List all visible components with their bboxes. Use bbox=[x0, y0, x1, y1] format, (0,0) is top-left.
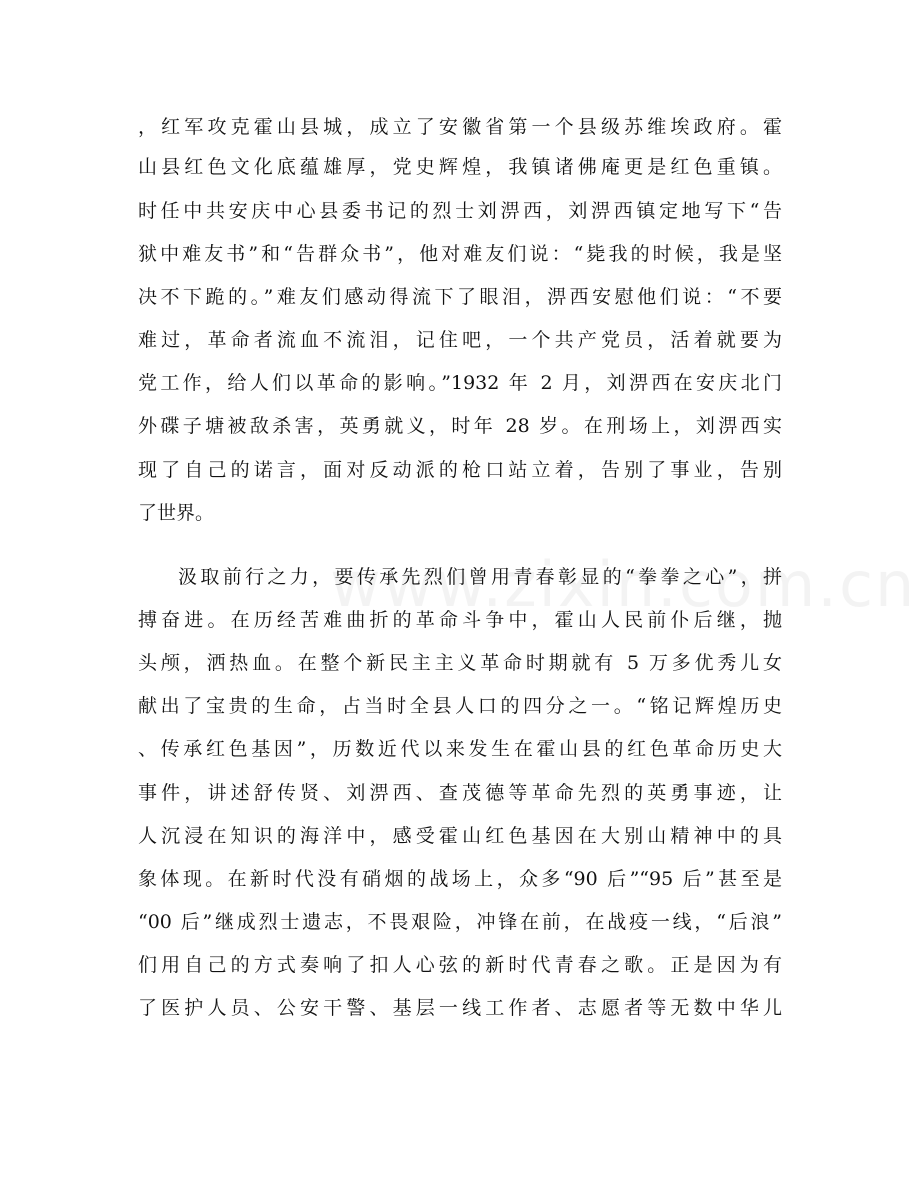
paragraph-line: 狱中难友书”和“告群众书”，他对难友们说：“毙我的时候，我是坚 bbox=[138, 243, 782, 265]
paragraph-line: 人沉浸在知识的海洋中，感受霍山红色基因在大别山精神中的具 bbox=[138, 825, 782, 847]
paragraph-line: 山县红色文化底蕴雄厚，党史辉煌，我镇诸佛庵更是红色重镇。 bbox=[138, 156, 782, 178]
paragraph-line: 、传承红色基因”，历数近代以来发生在霍山县的红色革命历史大 bbox=[138, 738, 782, 760]
paragraph-line: “00 后”继成烈士遗志，不畏艰险，冲锋在前，在战疫一线，“后浪” bbox=[138, 911, 782, 933]
paragraph-line: ，红军攻克霍山县城，成立了安徽省第一个县级苏维埃政府。霍 bbox=[138, 116, 782, 138]
paragraph-line: 们用自己的方式奏响了扣人心弦的新时代青春之歌。正是因为有 bbox=[138, 954, 782, 976]
paragraph-line: 决不下跪的。”难友们感动得流下了眼泪，淠西安慰他们说：“不要 bbox=[138, 286, 782, 308]
paragraph-line: 汲取前行之力，要传承先烈们曾用青春彰显的“拳拳之心”，拼 bbox=[178, 566, 782, 588]
paragraph-line: 搏奋进。在历经苦难曲折的革命斗争中，霍山人民前仆后继，抛 bbox=[138, 609, 782, 631]
paragraph-line: 时任中共安庆中心县委书记的烈士刘淠西，刘淠西镇定地写下“告 bbox=[138, 200, 782, 222]
paragraph-line: 外碟子塘被敌杀害，英勇就义，时年 28 岁。在刑场上，刘淠西实 bbox=[138, 415, 782, 437]
paragraph-line: 难过，革命者流血不流泪，记住吧，一个共产党员，活着就要为 bbox=[138, 329, 782, 351]
paragraph-line: 了世界。 bbox=[138, 502, 215, 524]
paragraph-line: 了医护人员、公安干警、基层一线工作者、志愿者等无数中华儿 bbox=[138, 997, 782, 1019]
paragraph-line: 事件，讲述舒传贤、刘淠西、查茂德等革命先烈的英勇事迹，让 bbox=[138, 782, 782, 804]
paragraph-line: 头颅，洒热血。在整个新民主主义革命时期就有 5 万多优秀儿女 bbox=[138, 652, 782, 674]
paragraph-line: 献出了宝贵的生命，占当时全县人口的四分之一。“铭记辉煌历史 bbox=[138, 695, 782, 717]
paragraph-line: 党工作，给人们以革命的影响。”1932 年 2 月，刘淠西在安庆北门 bbox=[138, 372, 782, 394]
paragraph-line: 象体现。在新时代没有硝烟的战场上，众多“90 后”“95 后”甚至是 bbox=[138, 868, 782, 890]
paragraph-line: 现了自己的诺言，面对反动派的枪口站立着，告别了事业，告别 bbox=[138, 459, 782, 481]
